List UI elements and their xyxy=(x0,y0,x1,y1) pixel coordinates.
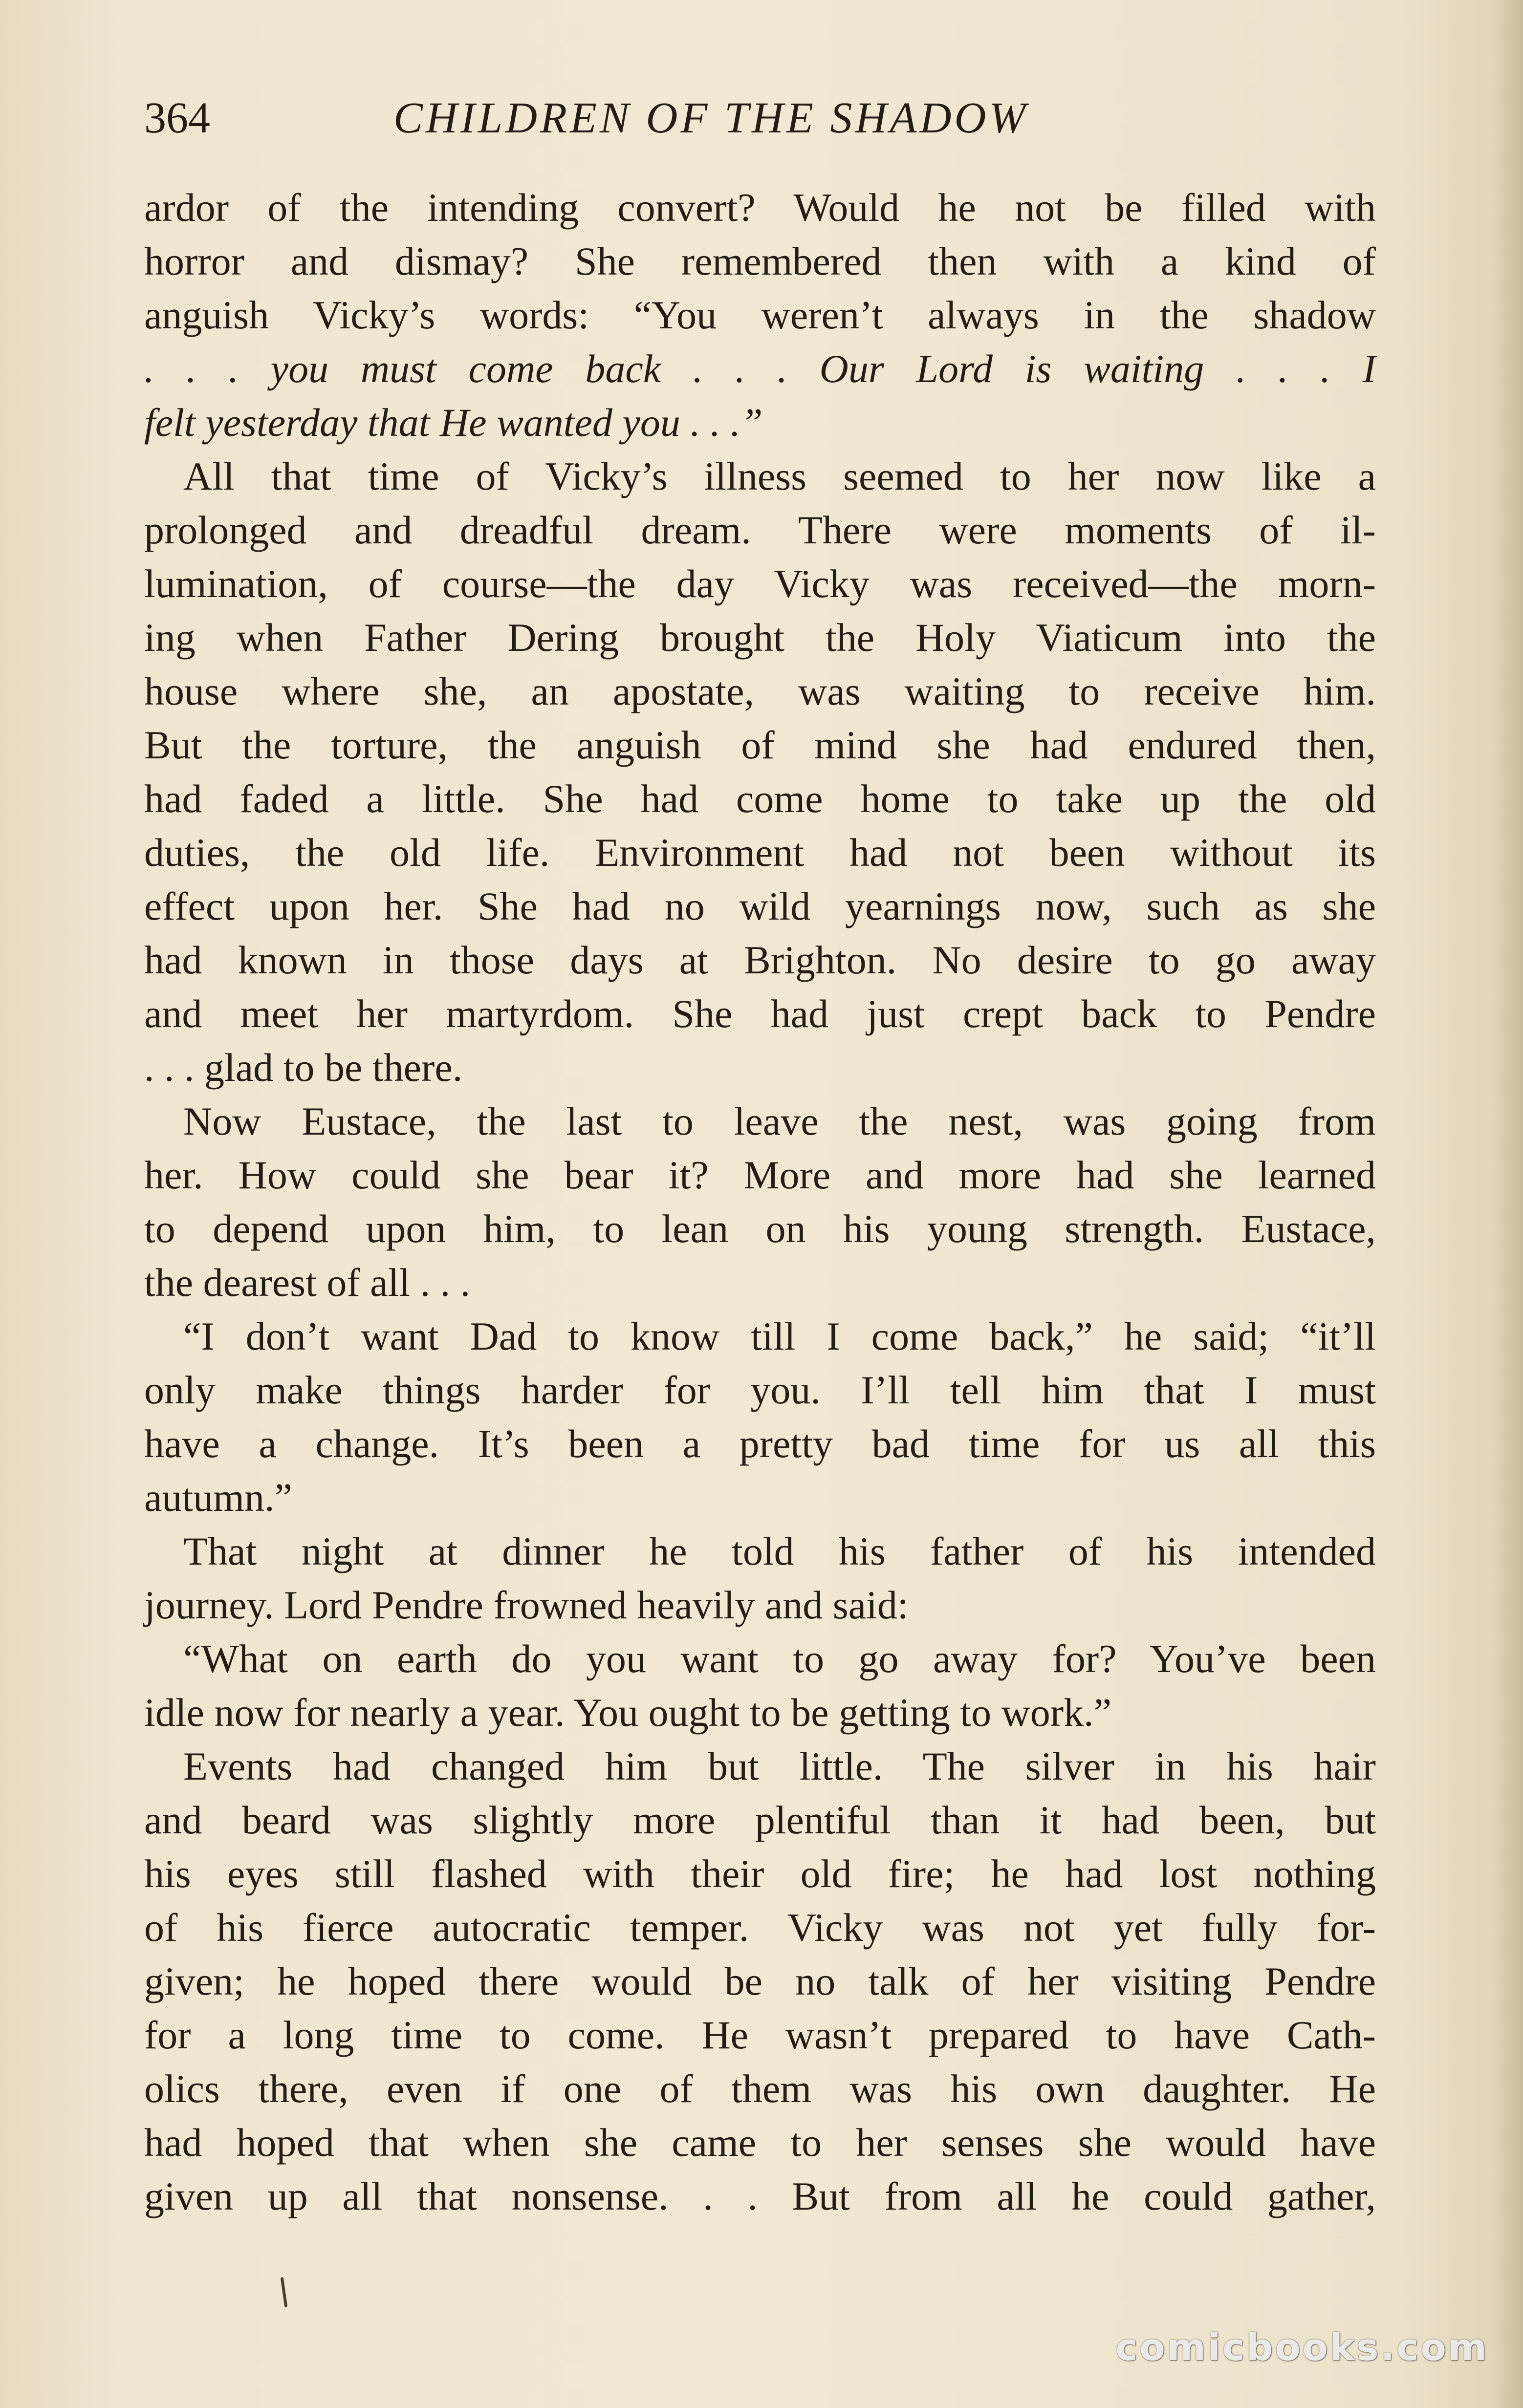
text-line: “What on earth do you want to go away for? You’ve been xyxy=(183,1636,1376,1681)
text-line: given up all that nonsense. . . But from all he could gather, xyxy=(144,2174,1376,2218)
text-line: had known in those days at Brighton. No desire to go away xyxy=(144,938,1376,982)
text-line: ing when Father Dering brought the Holy Viaticum into the xyxy=(144,615,1376,660)
text-line: had hoped that when she came to her senses she would have xyxy=(144,2120,1376,2165)
text-line: But the torture, the anguish of mind she had endured then, xyxy=(144,723,1376,767)
text-line: That night at dinner he told his father of his intended xyxy=(183,1529,1376,1573)
text-line: her. How could she bear it? More and more had she learned xyxy=(144,1153,1376,1197)
running-title: CHILDREN OF THE SHADOW xyxy=(393,94,1029,142)
page-gutter-shadow xyxy=(1494,0,1523,2408)
text-line: and meet her martyrdom. She had just crept back to Pendre xyxy=(144,991,1376,1036)
text-line: the dearest of all . . . xyxy=(144,1260,471,1305)
page-header xyxy=(144,88,1376,156)
text-line: to depend upon him, to lean on his young strength. Eustace, xyxy=(144,1206,1376,1251)
text-line: prolonged and dreadful dream. There were moments of il- xyxy=(144,508,1376,552)
text-line: house where she, an apostate, was waiting to receive him. xyxy=(144,669,1376,713)
watermark: comicbooks.com xyxy=(1115,2325,1489,2369)
text-line: olics there, even if one of them was his own daughter. He xyxy=(144,2066,1376,2111)
text-line: and beard was slightly more plentiful than it had been, but xyxy=(144,1798,1376,1842)
text-line: anguish Vicky’s words: “You weren’t always in the shadow xyxy=(144,293,1376,337)
text-line: his eyes still flashed with their old fire; he had lost nothing xyxy=(144,1851,1376,1896)
text-line: . . . you must come back . . . Our Lord is waiting . . . I xyxy=(144,346,1376,391)
text-line: All that time of Vicky’s illness seemed to her now like a xyxy=(183,454,1376,498)
text-line: lumination, of course—the day Vicky was received—the morn- xyxy=(144,561,1376,606)
text-line: of his fierce autocratic temper. Vicky was not yet fully for- xyxy=(144,1905,1376,1950)
text-line: journey. Lord Pendre frowned heavily and said: xyxy=(144,1583,909,1627)
text-line: have a change. It’s been a pretty bad time for us all this xyxy=(144,1421,1376,1466)
text-line: idle now for nearly a year. You ought to be getting to work.” xyxy=(144,1690,1112,1735)
text-line: duties, the old life. Environment had not been without its xyxy=(144,830,1376,875)
text-line: for a long time to come. He wasn’t prepared to have Cath- xyxy=(144,2013,1376,2057)
text-line: had faded a little. She had come home to take up the old xyxy=(144,776,1376,821)
text-line: Now Eustace, the last to leave the nest, was going from xyxy=(183,1099,1376,1143)
text-line: “I don’t want Dad to know till I come back,” he said; “it’ll xyxy=(183,1314,1376,1358)
text-line: only make things harder for you. I’ll tell him that I must xyxy=(144,1368,1376,1412)
page-number: 364 xyxy=(144,94,210,142)
text-line: autumn.” xyxy=(144,1475,292,1520)
text-line: ardor of the intending convert? Would he not be filled with xyxy=(144,185,1376,230)
text-line: horror and dismay? She remembered then with a kind of xyxy=(144,239,1376,283)
text-line: given; he hoped there would be no talk of her visiting Pendre xyxy=(144,1959,1376,2003)
text-line: Events had changed him but little. The silver in his hair xyxy=(183,1744,1376,1788)
text-line: . . . glad to be there. xyxy=(144,1045,463,1090)
text-line: effect upon her. She had no wild yearnings now, such as she xyxy=(144,884,1376,928)
pencil-mark xyxy=(281,2277,288,2307)
text-line: felt yesterday that He wanted you . . .” xyxy=(144,400,763,445)
body-text xyxy=(144,181,1376,2223)
